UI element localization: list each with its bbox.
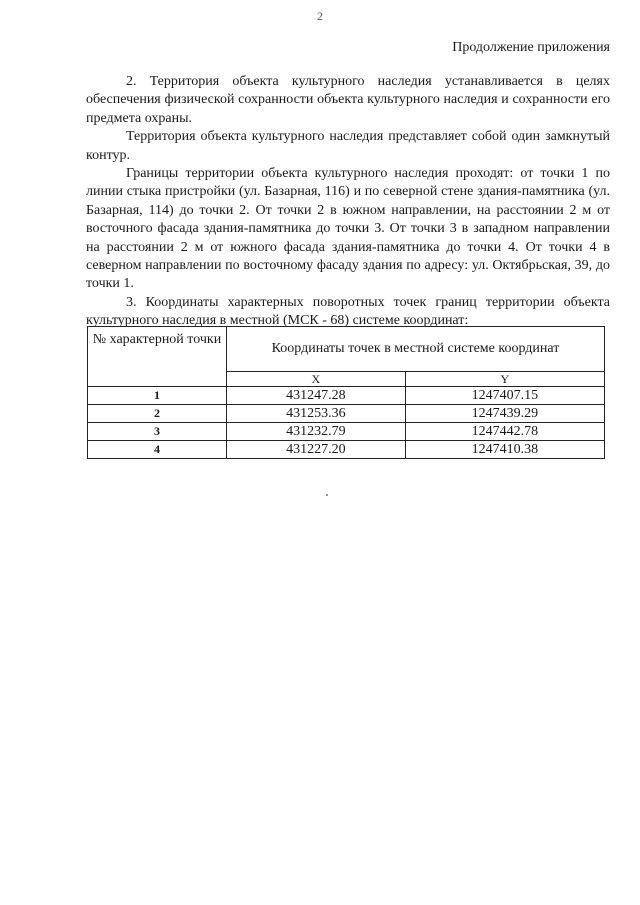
- x-coordinate: 431227.20: [227, 441, 406, 459]
- x-coordinate: 431253.36: [227, 405, 406, 423]
- point-number-header: № характерной точки: [88, 327, 227, 387]
- scan-speck: [326, 494, 328, 496]
- y-coordinate: 1247410.38: [405, 441, 604, 459]
- coordinates-table: [87, 326, 605, 459]
- x-coordinate: 431232.79: [227, 423, 406, 441]
- table-row: [88, 423, 605, 441]
- table-row: [88, 387, 605, 405]
- y-column-header: Y: [405, 372, 604, 387]
- paragraph-boundaries: Границы территории объекта культурного наследия проходят: от точки 1 по линии стыка пристройки (ул. Базарная, 116) и по северной стене здания-памятника (ул. Базарная, 114) до точки 2. От точки 2 в южном направлении, на расстоянии 2 м от восточного фасада здания-памятника до точки 3. От точки 3 в западном направлении на расстоянии 2 м от южного фасада здания-памятника до точки 4. От точки 4 в северном направлении по восточному фасаду здания по адресу: ул. Октябрьская, 39, до точки 1.: [86, 166, 610, 292]
- point-number: 4: [88, 441, 227, 459]
- y-coordinate: 1247442.78: [405, 423, 604, 441]
- appendix-continuation-header: Продолжение приложения: [452, 40, 610, 55]
- x-column-header: X: [227, 372, 406, 387]
- coordinates-header: Координаты точек в местной системе координат: [227, 327, 605, 372]
- point-number: 1: [88, 387, 227, 405]
- table-row: [88, 405, 605, 423]
- point-number: 3: [88, 423, 227, 441]
- y-coordinate: 1247439.29: [405, 405, 604, 423]
- document-body: [86, 73, 610, 331]
- x-coordinate: 431247.28: [227, 387, 406, 405]
- table-row: [88, 441, 605, 459]
- y-coordinate: 1247407.15: [405, 387, 604, 405]
- paragraph-coordinates-intro: 3. Координаты характерных поворотных точек границ территории объекта культурного наследия в местной (МСК - 68) системе координат:: [86, 294, 610, 329]
- point-number: 2: [88, 405, 227, 423]
- page-number: 2: [317, 9, 323, 23]
- paragraph-single-contour: Территория объекта культурного наследия представляет собой один замкнутый контур.: [86, 129, 610, 163]
- paragraph-territory-purpose: 2. Территория объекта культурного наследия устанавливается в целях обеспечения физической сохранности объекта культурного наследия и сохранности его предмета охраны.: [86, 74, 610, 126]
